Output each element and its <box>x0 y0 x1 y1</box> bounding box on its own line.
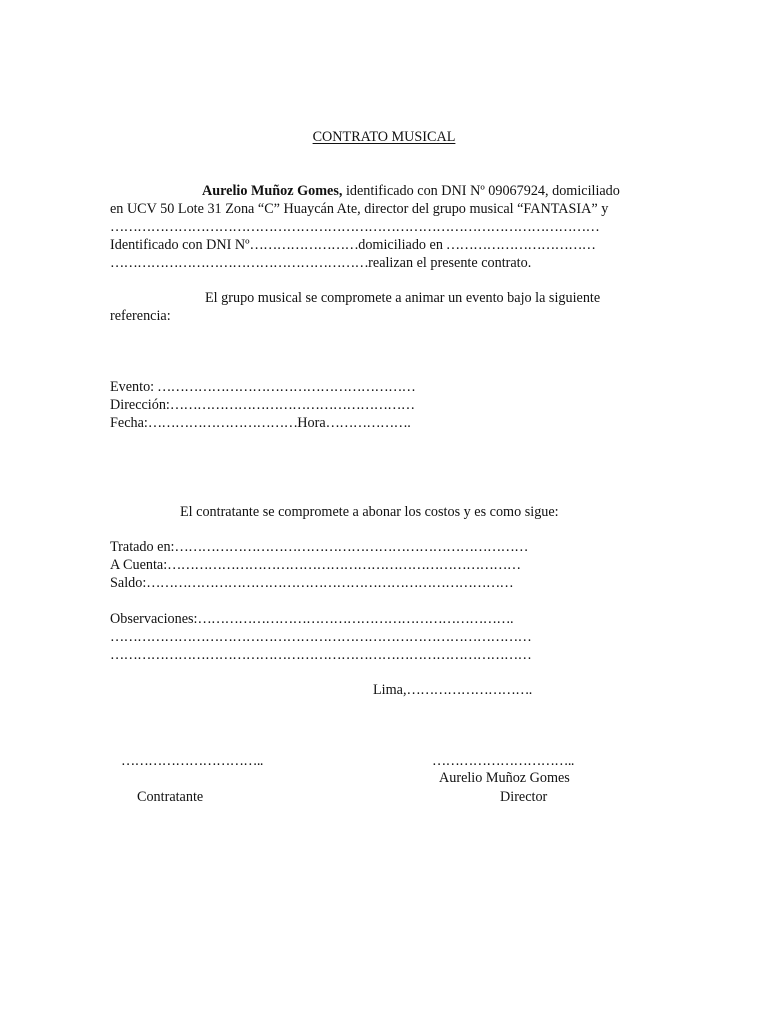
dni-blank: …………………… <box>249 237 359 253</box>
intro-line-2: en UCV 50 Lote 31 Zona “C” Huaycán Ate, director del grupo musical “FANTASIA” y <box>110 201 609 217</box>
director-name-bold: Aurelio Muñoz Gomes, <box>202 183 343 199</box>
contratante-label: Contratante <box>137 789 204 805</box>
acuenta-field <box>110 556 520 574</box>
date-blank: ………………………. <box>406 682 532 698</box>
intro-line-3: ……………………………………………………………………………………………… <box>110 219 600 235</box>
observaciones-blank-3: ………………………………………………………………………………… <box>110 647 532 663</box>
intro-line-5-text: realizan el presente contrato. <box>368 255 532 271</box>
director-signature-line: ………………………….. <box>432 753 574 769</box>
director-label: Director <box>500 789 548 805</box>
intro-line-1 <box>202 182 620 200</box>
commitment-line-1: El grupo musical se compromete a animar un evento bajo la siguiente <box>205 290 601 306</box>
observaciones-field <box>110 610 513 628</box>
acuenta-blank: …………………………………………………………………… <box>167 557 521 573</box>
observaciones-blank-1: ……………………………………………………………. <box>197 611 513 627</box>
hora-blank: ………………. <box>325 415 411 431</box>
tratado-field <box>110 538 528 556</box>
saldo-label: Saldo: <box>110 575 147 591</box>
observaciones-label: Observaciones: <box>110 611 198 627</box>
fecha-blank: …………………………… <box>147 415 298 431</box>
acuenta-label: A Cuenta: <box>110 557 168 573</box>
direccion-blank: ……………………………………………… <box>169 397 415 413</box>
fecha-label: Fecha: <box>110 415 148 431</box>
evento-blank: ………………………………………………… <box>154 379 416 395</box>
intro-line-5 <box>110 254 531 272</box>
tratado-label: Tratado en: <box>110 539 175 555</box>
domicilio-blank-2: ………………………………………………… <box>110 255 369 271</box>
dni-label: Identificado con DNI Nº <box>110 237 250 253</box>
director-name: Aurelio Muñoz Gomes <box>439 770 570 786</box>
direccion-field <box>110 396 414 414</box>
domicilio-label: domiciliado en <box>358 237 443 253</box>
direccion-label: Dirección: <box>110 397 170 413</box>
saldo-field <box>110 574 513 592</box>
evento-field <box>110 378 415 396</box>
contratante-signature-line: ………………………….. <box>121 753 263 769</box>
place-date <box>373 681 532 699</box>
evento-label: Evento: <box>110 379 155 395</box>
payment-intro: El contratante se compromete a abonar los costos y es como sigue: <box>180 504 559 520</box>
hora-label: Hora <box>297 415 326 431</box>
commitment-line-2: referencia: <box>110 308 171 324</box>
tratado-blank: …………………………………………………………………… <box>174 539 528 555</box>
place-label: Lima, <box>373 682 407 698</box>
observaciones-blank-2: ………………………………………………………………………………… <box>110 629 532 645</box>
domicilio-blank: …………………………… <box>442 237 596 253</box>
saldo-blank: ……………………………………………………………………… <box>146 575 514 591</box>
intro-line-4 <box>110 236 595 254</box>
fecha-hora-field <box>110 414 410 432</box>
document-title: CONTRATO MUSICAL <box>312 129 456 145</box>
intro-line-1-rest: identificado con DNI Nº 09067924, domiciliado <box>342 183 620 199</box>
